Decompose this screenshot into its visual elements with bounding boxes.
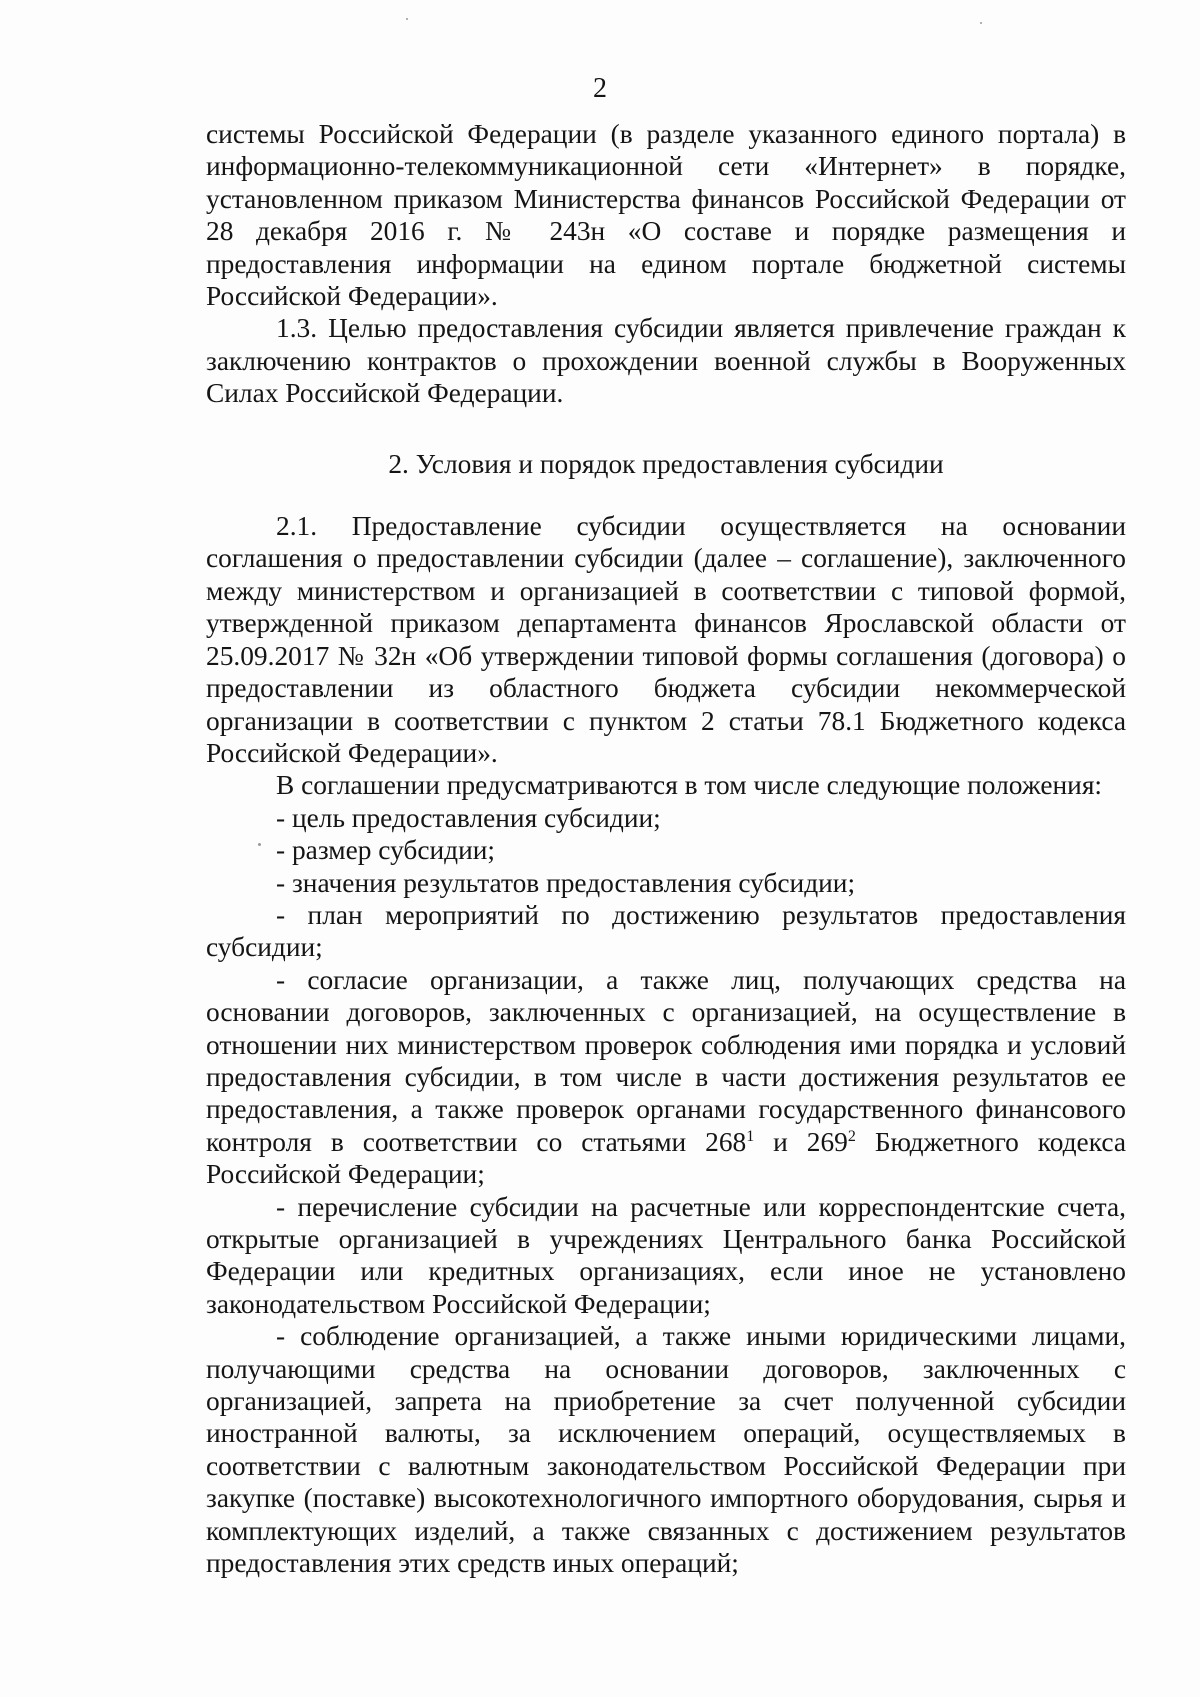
list-item: - план мероприятий по достижению результатов предоставления субсидии; [206, 899, 1126, 963]
list-item: - соблюдение организацией, а также иными юридическими лицами, получающими средства на основании договоров, заключенных с организацией, запрета на приобретение за счет полученной субсидии иностранной валюты, за исключением операций, осуществляемых в соответствии с валютным законодательством Российской Федерации при закупке (поставке) высокотехнологичного импортного оборудования, сырья и комплектующих изделий, а также связанных с достижением результатов предоставления этих средств иных операций; [206, 1321, 1126, 1579]
scan-speck [980, 22, 982, 24]
superscript: 2 [847, 1127, 856, 1145]
paragraph-1-3: 1.3. Целью предоставления субсидии является привлечение граждан к заключению контрактов о прохождении военной службы в Вооруженных Силах Российской Федерации. [206, 313, 1126, 409]
list-item [206, 964, 1126, 1191]
paragraph-2-1: 2.1. Предоставление субсидии осуществляется на основании соглашения о предоставлении субсидии (далее – соглашение), заключенного между министерством и организацией в соответствии с типовой формой, утвержденной приказом департамента финансов Ярославской области от 25.09.2017 № 32н «Об утверждении типовой формы соглашения (договора) о предоставлении из областного бюджета субсидии некоммерческой организации в соответствии с пунктом 2 статьи 78.1 Бюджетного кодекса Российской Федерации». [206, 511, 1126, 768]
paragraph-provisions-intro: В соглашении предусматриваются в том числе следующие положения: [276, 770, 1103, 801]
list-item: - размер субсидии; [276, 835, 496, 866]
list-item-text: и 269 [754, 1126, 848, 1157]
scan-speck [406, 18, 408, 20]
list-item: - цель предоставления субсидии; [276, 802, 661, 833]
document-body [206, 118, 1126, 1579]
scan-speck [258, 843, 261, 846]
spacer [206, 410, 1126, 448]
list-item: - значения результатов предоставления субсидии; [276, 867, 856, 898]
spacer [206, 480, 1126, 510]
list-item-text: - согласие организации, а также лиц, получающих средства на основании договоров, заключенных с организацией, на осуществление в отношении них министерством проверок соблюдения ими порядка и условий предоставления субсидии, в том числе в части достижения результатов ее предоставления, а также проверок органами государственного финансового контроля в соответствии со статьями 268 [206, 964, 1126, 1157]
list-item-text: Бюджетного кодекса Российской Федерации; [206, 1126, 1126, 1190]
superscript: 1 [746, 1127, 755, 1145]
section-heading: 2. Условия и порядок предоставления субсидии [388, 448, 944, 479]
paragraph-continuation: системы Российской Федерации (в разделе указанного единого портала) в информационно-телекоммуникационной сети «Интернет» в порядке, установленном приказом Министерства финансов Российской Федерации от 28 декабря 2016 г. № 243н «О составе и порядке размещения и предоставления информации на едином портале бюджетной системы Российской Федерации». [206, 119, 1126, 312]
list-item: - перечисление субсидии на расчетные или корреспондентские счета, открытые организацией в учреждениях Центрального банка Российской Федерации или кредитных организациях, если иное не установлено законодательством Российской Федерации; [206, 1191, 1126, 1319]
page-number: 2 [593, 73, 607, 104]
